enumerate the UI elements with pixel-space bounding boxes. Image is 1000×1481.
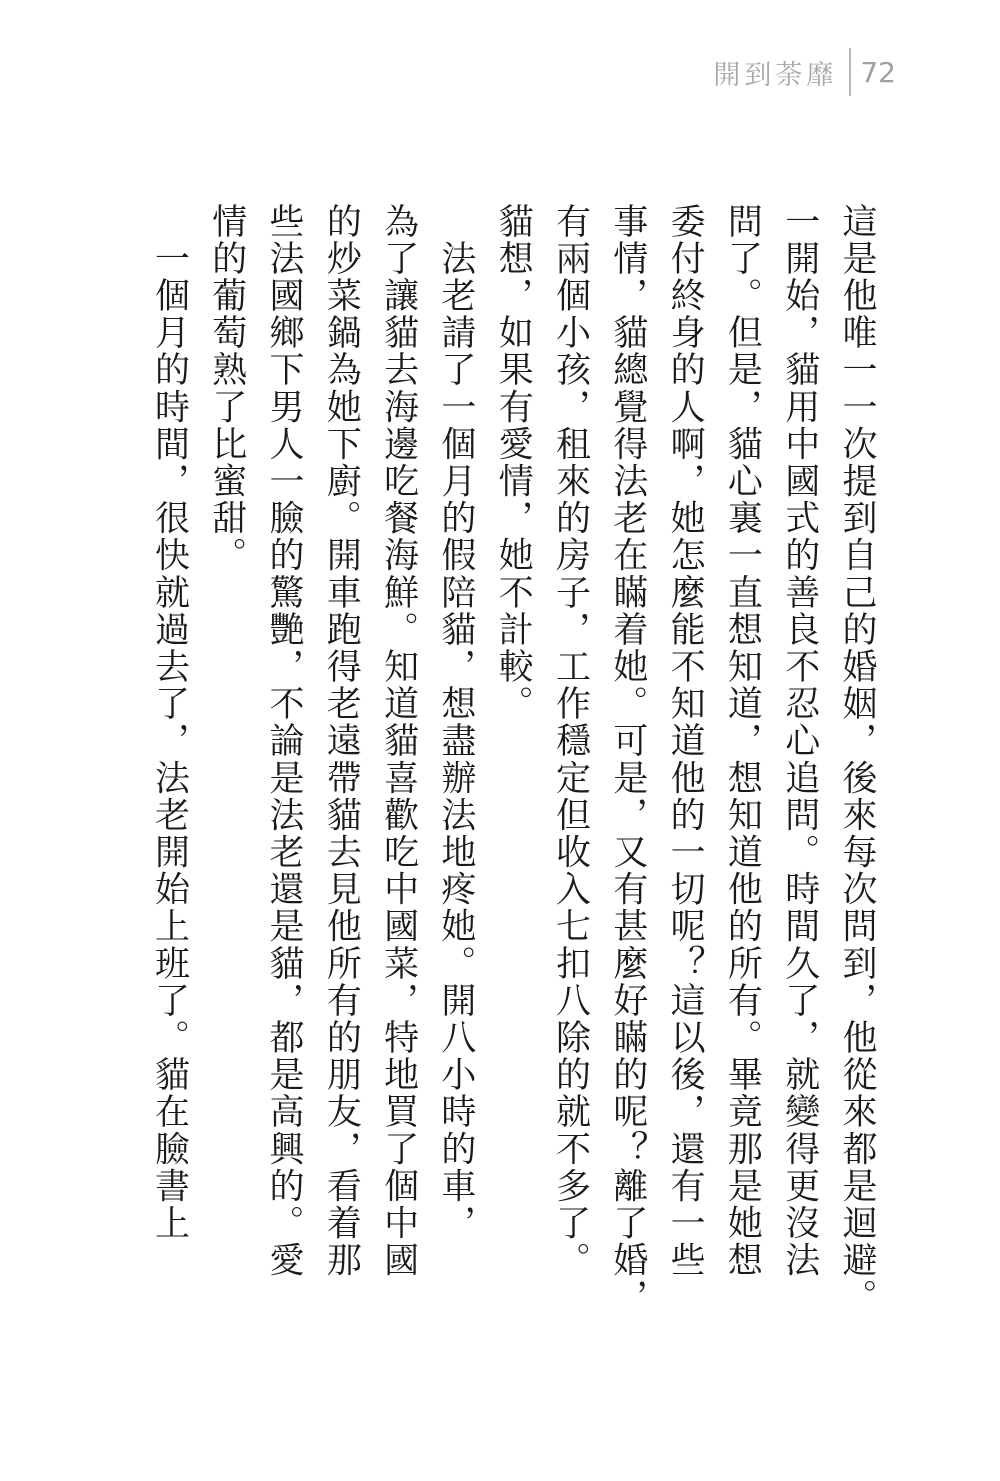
text-column: 問了。但是，貓心裏一直想知道，想知道他的所有。畢竟那是她想: [722, 203, 763, 1279]
text-column: 這是他唯一一次提到自己的婚姻，後來每次問到，他從來都是迴避。: [837, 203, 877, 1316]
text-column: 一個月的時間，很快就過去了，法老開始上班了。貓在臉書上: [149, 203, 190, 1242]
page-number: 72: [860, 55, 896, 89]
text-column: 為了讓貓去海邊吃餐海鮮。知道貓喜歡吃中國菜，特地買了個中國: [378, 203, 419, 1279]
text-column: 法老請了一個月的假陪貓，想盡辦法地疼她。開八小時的車，: [435, 203, 476, 1242]
text-column: 些法國鄉下男人一臉的驚艷，不論是法老還是貓，都是高興的。愛: [264, 203, 305, 1279]
book-title: 開到荼靡: [713, 59, 838, 91]
text-column: 貓想，如果有愛情，她不計較。: [493, 203, 534, 723]
text-column: 事情，貓總覺得法老在瞞着她。可是，又有甚麼好瞞的呢？離了婚，: [607, 203, 648, 1316]
running-header: [713, 44, 896, 100]
text-column: 有兩個小孩，租來的房子，工作穩定但收入七扣八除的就不多了。: [550, 203, 591, 1279]
header-divider: [849, 48, 851, 96]
text-column: 的炒菜鍋為她下廚。開車跑得老遠帶貓去見他所有的朋友，看着那: [321, 203, 362, 1279]
body-text: [140, 203, 885, 1333]
text-column: 情的葡萄熟了比蜜甜。: [206, 203, 247, 574]
text-column: 一開始，貓用中國式的善良不忍心追問。時間久了，就變得更沒法: [779, 203, 820, 1279]
text-column: 委付終身的人啊，她怎麼能不知道他的一切呢？這以後，還有一些: [665, 203, 706, 1279]
